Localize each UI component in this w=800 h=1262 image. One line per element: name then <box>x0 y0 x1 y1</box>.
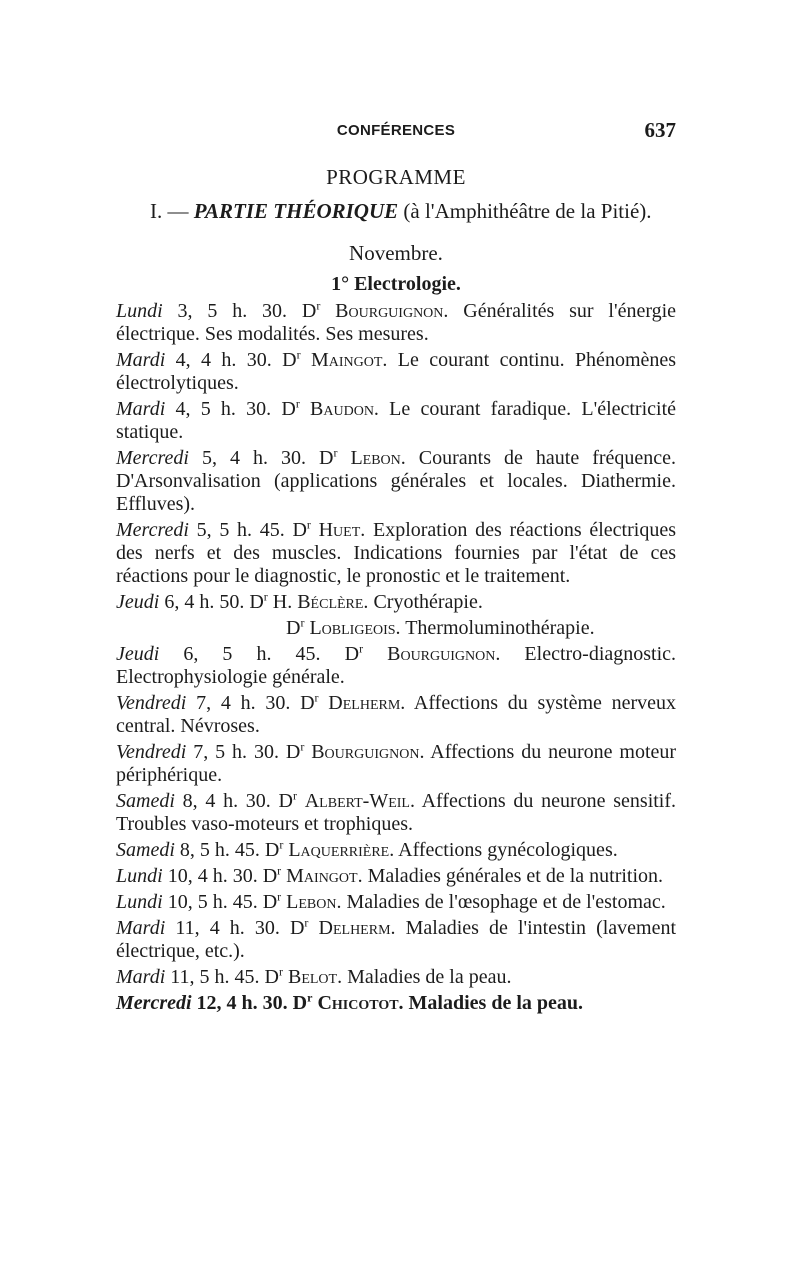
entry-subject: Thermoluminothérapie. <box>405 617 595 639</box>
entry-doctor-title-sup: r <box>316 298 321 313</box>
entry-doctor-title: D <box>285 741 301 763</box>
entry-day: Jeudi <box>116 643 160 665</box>
lecture-entry <box>116 398 676 444</box>
entry-doctor-title-sup: r <box>277 889 282 904</box>
entry-day: Lundi <box>116 300 163 322</box>
entry-subject: Maladies de la peau. <box>347 966 512 988</box>
entry-time: 3, 5 h. 30. <box>177 300 288 322</box>
entry-doctor-title-sup: r <box>296 347 301 362</box>
entry-lecturer: Huet. <box>318 519 366 541</box>
entry-time: 11, 4 h. 30. <box>175 917 280 939</box>
entry-day: Mardi <box>116 398 166 420</box>
entry-time: 6, 5 h. 45. <box>183 643 321 665</box>
entry-doctor-title: D <box>249 591 264 613</box>
entry-doctor-title: D <box>300 692 315 714</box>
entry-doctor-title: D <box>282 349 297 371</box>
entry-doctor-title-sup: r <box>307 990 313 1005</box>
entry-doctor-title: D <box>286 617 301 639</box>
entry-subject: Affections du neurone moteur périphérique. <box>116 741 677 786</box>
section-heading <box>150 199 652 224</box>
lecture-entry <box>116 992 676 1015</box>
entry-subject: Affections du système nerveux central. Névroses. <box>116 692 677 737</box>
entry-time: 7, 4 h. 30. <box>196 692 291 714</box>
entry-subject: Exploration des réactions électriques des nerfs et des muscles. Indications fournies par l'état de ces réactions pour le diagnostic, le pronostic et le traitement. <box>116 519 676 587</box>
lecture-entry <box>116 643 676 689</box>
running-head <box>116 118 676 144</box>
entry-subject: Maladies de la peau. <box>408 992 583 1014</box>
entry-lecturer: Belot. <box>287 966 343 988</box>
entry-lecturer: Bourguignon. <box>311 741 425 763</box>
entry-day: Lundi <box>116 891 163 913</box>
entry-lecturer: Lebon. <box>286 891 342 913</box>
entry-time: 6, 4 h. 50. <box>164 591 245 613</box>
lecture-entry <box>116 519 676 588</box>
entry-lecturer: H. Béclère. <box>272 591 369 613</box>
lecture-list <box>116 300 676 1015</box>
entry-subject: Maladies de l'œsophage et de l'estomac. <box>346 891 666 913</box>
program-title: PROGRAMME <box>326 165 466 189</box>
lecture-entry <box>116 891 676 914</box>
entry-doctor-title-sup: r <box>295 396 300 411</box>
entry-lecturer: Bourguignon. <box>335 300 449 322</box>
entry-lecturer: Albert-Weil. <box>304 790 415 812</box>
entry-time: 4, 5 h. 30. <box>175 398 272 420</box>
entry-doctor-title: D <box>289 917 305 939</box>
entry-time: 10, 4 h. 30. <box>167 865 258 887</box>
entry-subject: Le courant continu. Phénomènes électrolytiques. <box>116 349 677 394</box>
entry-doctor-title: D <box>264 966 279 988</box>
entry-doctor-title-sup: r <box>263 589 268 604</box>
lecture-entry <box>116 917 676 963</box>
topic-heading: 1° Electrologie. <box>331 273 461 295</box>
entry-day: Samedi <box>116 790 175 812</box>
entry-doctor-title-sup: r <box>278 964 283 979</box>
entry-doctor-title: D <box>262 865 278 887</box>
entry-subject: Electro-diagnostic. Electrophysiologie générale. <box>116 643 677 688</box>
entry-doctor-title: D <box>264 839 280 861</box>
entry-day: Mardi <box>116 917 166 939</box>
entry-day: Mercredi <box>116 519 189 541</box>
entry-subject: Le courant faradique. L'électricité statique. <box>116 398 677 443</box>
entry-time: 10, 5 h. 45. <box>167 891 258 913</box>
entry-doctor-title-sup: r <box>300 739 305 754</box>
entry-doctor-title-sup: r <box>359 641 364 656</box>
entry-time: 5, 4 h. 30. <box>201 447 306 469</box>
entry-doctor-title: D <box>301 300 317 322</box>
lecture-entry <box>116 790 676 836</box>
entry-day: Mardi <box>116 349 166 371</box>
entry-day: Mardi <box>116 966 166 988</box>
entry-doctor-title-sup: r <box>314 690 319 705</box>
entry-time: 4, 4 h. 30. <box>175 349 272 371</box>
lecture-entry <box>116 865 676 888</box>
entry-lecturer: Baudon. <box>310 398 379 420</box>
entry-lecturer: Lebon. <box>350 447 406 469</box>
entry-day: Vendredi <box>116 692 187 714</box>
entry-doctor-title: D <box>292 992 308 1014</box>
entry-doctor-title: D <box>281 398 296 420</box>
entry-doctor-title-sup: r <box>279 837 284 852</box>
entry-lecturer: Laquerrière. <box>288 839 395 861</box>
entry-time: 8, 4 h. 30. <box>182 790 271 812</box>
entry-lecturer: Chicotot. <box>317 992 404 1014</box>
lecture-entry <box>116 300 676 346</box>
entry-doctor-title-sup: r <box>304 915 309 930</box>
entry-day: Mercredi <box>116 447 189 469</box>
entry-doctor-title: D <box>318 447 334 469</box>
entry-doctor-title-sup: r <box>293 788 297 803</box>
section-place: (à l'Amphithéâtre de la Pitié). <box>403 199 652 223</box>
lecture-entry <box>116 692 676 738</box>
lecture-entry <box>116 741 676 787</box>
lecture-entry <box>116 591 676 614</box>
entry-subject: Maladies générales et de la nutrition. <box>367 865 664 887</box>
entry-lecturer: Bourguignon. <box>387 643 501 665</box>
entry-day: Jeudi <box>116 591 160 613</box>
entry-doctor-title: D <box>292 519 307 541</box>
entry-doctor-title-sup: r <box>277 863 282 878</box>
entry-doctor-title: D <box>262 891 278 913</box>
section-number: I. — <box>150 199 189 223</box>
entry-subject: Affections du neurone sensitif. Troubles vaso-moteurs et trophiques. <box>116 790 677 835</box>
entry-time: 11, 5 h. 45. <box>170 966 260 988</box>
entry-day: Lundi <box>116 865 163 887</box>
entry-lecturer: Lobligeois. <box>309 617 401 639</box>
entry-time: 7, 5 h. 30. <box>193 741 279 763</box>
lecture-entry <box>116 447 676 516</box>
entry-lecturer: Delherm. <box>318 917 396 939</box>
entry-subject: Cryothérapie. <box>373 591 483 613</box>
running-head-title: CONFÉRENCES <box>336 122 456 139</box>
entry-subject: Courants de haute fréquence. D'Arsonvalisation (applications générales et locales. Diathermie. Effluves). <box>116 447 677 515</box>
entry-time: 12, 4 h. 30. <box>196 992 288 1014</box>
entry-doctor-title-sup: r <box>300 615 305 630</box>
entry-lecturer: Maingot. <box>286 865 363 887</box>
lecture-entry <box>116 617 676 640</box>
lecture-entry <box>116 966 676 989</box>
entry-time: 5, 5 h. 45. <box>196 519 285 541</box>
page-number: 637 <box>644 118 676 142</box>
entry-subject: Généralités sur l'énergie électrique. Ses modalités. Ses mesures. <box>116 300 677 345</box>
entry-doctor-title: D <box>278 790 293 812</box>
entry-day: Vendredi <box>116 741 187 763</box>
entry-doctor-title-sup: r <box>333 445 338 460</box>
section-title: PARTIE THÉORIQUE <box>193 199 399 223</box>
entry-doctor-title-sup: r <box>306 517 311 532</box>
entry-subject: Maladies de l'intestin (lavement électrique, etc.). <box>116 917 677 962</box>
month-heading: Novembre. <box>349 241 443 265</box>
entry-time: 8, 5 h. 45. <box>179 839 260 861</box>
lecture-entry <box>116 349 676 395</box>
lecture-entry <box>116 839 676 862</box>
entry-doctor-title: D <box>344 643 360 665</box>
entry-day: Mercredi <box>116 992 192 1014</box>
entry-day: Samedi <box>116 839 175 861</box>
entry-lecturer: Delherm. <box>328 692 406 714</box>
entry-subject: Affections gynécologiques. <box>398 839 618 861</box>
entry-lecturer: Maingot. <box>310 349 388 371</box>
